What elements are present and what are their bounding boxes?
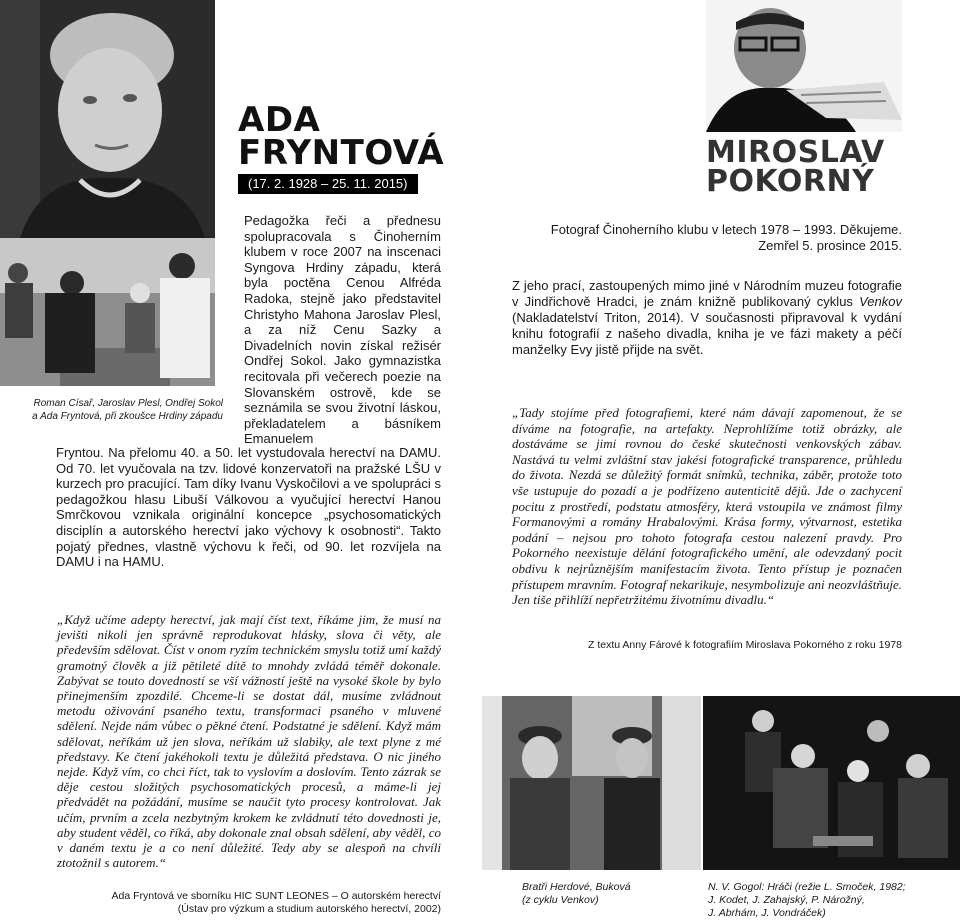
intro-line: Fotograf Činoherního klubu v letech 1978 – 1993. Děkujeme. xyxy=(550,222,902,237)
miroslav-works xyxy=(512,278,902,358)
miroslav-intro xyxy=(512,222,902,254)
ada-quote-source xyxy=(57,890,441,916)
rehearsal-photo xyxy=(0,238,215,386)
source-line: (Ústav pro výzkum a studium autorského herectví, 2002) xyxy=(177,903,441,915)
miroslav-name-line1: MIROSLAV xyxy=(706,135,885,170)
miroslav-name-line2: POKORNÝ xyxy=(706,164,875,200)
miroslav-quote-source: Z textu Anny Fárové k fotografiím Miroslava Pokorného z roku 1978 xyxy=(588,639,902,651)
ada-bio-wide: Fryntou. Na přelomu 40. a 50. let vystudovala herectví na DAMU. Od 70. let vyučovala na tzv. lidové konzervatoři na pražské LŠU v kurzech pro pracující. Tam díky Ivanu Vyskočilovi a ve spolupráci s pedagožkou hlasu Libuší Válkovou a vyučující herectví Hanou Smrčkovou vznikala originální koncepce „psychosomatických disciplín a autorského herectví jako výchovy k osobnosti“. Takto pojatý přednes, vlastně výchovu k řeči, od 90. let rozvíjela na DAMU i na HAMU. xyxy=(56,445,441,570)
hraci-play-caption xyxy=(708,881,956,920)
ada-name-line1: ADA xyxy=(238,100,321,140)
works-text-before: Z jeho prací, zastoupených mimo jiné v Národním muzeu fotografie v Jindřichově Hradci, je znám knižně publikovaný cyklus xyxy=(512,278,902,309)
ada-fryntova-portrait xyxy=(0,0,215,238)
ada-dates-badge: (17. 2. 1928 – 25. 11. 2015) xyxy=(238,174,418,194)
ada-name-heading xyxy=(238,100,445,174)
hraci-play-photo xyxy=(703,696,960,870)
intro-line: Zemřel 5. prosince 2015. xyxy=(758,238,902,253)
caption-line: (z cyklu Venkov) xyxy=(522,894,599,906)
miroslav-name-heading xyxy=(706,135,885,200)
caption-line: a Ada Fryntová, při zkoušce Hrdiny západu xyxy=(32,411,223,422)
miroslav-quote: „Tady stojíme před fotografiemi, které nám dávají zapomenout, že se díváme na fotografie, na artefakty. Neprohlížíme totiž obrázky, ale dostáváme se jimi rovnou do české skutečnosti venkovských zábav. Nastává tu velmi zvláštní stav jakési fotografické transparence, průhledu do života. Nezdá se důležitý formát snímků, technika, záběr, protože toto vše ustupuje do pozadí a je podřízeno autenticitě dějů. Jde o zachycení pocitu z prostředí, podstatu atmosféry, která vstoupila ve známost filmy Formanovými a romány Hrabalovými. Krása formy, výtvarnost, estetika podání – nejsou pro tohoto fotografa cestou nalezení pravdy. Pro Pokorného neexistuje dělání fotografického umění, ale odevzdaný pocit obdivu k nejrůznějším manifestacím života. Tento přístup je poznačen přístupem mravním. Fotograf nekarikuje, nesymbolizuje ani neozvláštňuje. Jen tiše přihlíží nepřetržitému životnímu divadlu.“ xyxy=(512,405,902,608)
works-book-title: Venkov xyxy=(859,294,902,309)
caption-line: Roman Císař, Jaroslav Plesl, Ondřej Sokol xyxy=(33,398,223,409)
herd-brothers-photo xyxy=(482,696,701,870)
ada-bio-narrow: Pedagožka řeči a přednesu spolupracovala s Činoherním klubem v roce 2007 na inscenaci Syngova Hrdiny západu, která byla poctěna Cenou Alfréda Radoka, stejně jako představitel Christyho Mahona Jaroslav Plesl, a za níž Cenu Sazky a Divadelních novin získal režisér Ondřej Sokol. Jako gymnazistka recitovala při večerech poezie na Slovanském ostrově, kde se seznámila se svou životní láskou, překladatelem a básníkem Emanuelem xyxy=(244,213,441,447)
ada-name-line2: FRYNTOVÁ xyxy=(238,133,445,174)
caption-line: N. V. Gogol: Hráči (režie L. Smoček, 1982; xyxy=(708,881,906,893)
source-line: Ada Fryntová ve sborníku HIC SUNT LEONES – O autorském herectví xyxy=(111,890,441,902)
caption-line: J. Abrhám, J. Vondráček) xyxy=(708,907,826,919)
herd-brothers-caption xyxy=(522,881,692,907)
ada-quote: „Když učíme adepty herectví, jak mají číst text, říkáme jim, že musí na jevišti nikoli jen správně reprodukovat hlásky, slova či věty, ale především sdělovat. Číst v onom ryzím technickém smyslu totiž umí každý gramotný člověk a již pětileté dítě to mnohdy zvládá téměř dokonale. Zabývat se touto dovedností se vší vážností ještě na vysoké škole by bylo přinejmenším zpozdilé. Chceme-li se dostat dál, musíme zvládnout metodu oživování psaného textu, transformaci psaného v mluvené sdělení. Nejde nám vůbec o pěkné čtení. Podstatné je sdělení. Když mám sdělovat, neříkám už jen slova, neříkám už slabiky, ale text plyne z mé představy. Ke čtení jakéhokoli textu je důležitá představa. O nic jiného nejde. Když vím, co chci říct, tak to vyslovím a doslovím. Tento zázrak se děje cestou složitých psychosomatických procesů, a máme-li jej předvádět na požádání, musíme se naučit tyto procesy kontrolovat. Jak učím, prvním a zcela nezbytným krokem ke zvládnutí této dovednosti je, aby student věděl, co říká, aby dokonale znal obsah sdělení, aby věděl, co v daném textu je a co není důležité. Tedy aby se alespoň na chvíli ztotožnil s autorem.“ xyxy=(57,612,441,871)
works-text-after: (Nakladatelství Triton, 2014). V současnosti připravoval k vydání knihu fotografií z našeho divadla, kniha je ve fázi makety a péčí manželky Evy jistě přijde na svět. xyxy=(512,310,902,357)
caption-line: J. Kodet, J. Zahajský, P. Nárožný, xyxy=(708,894,865,906)
rehearsal-photo-caption xyxy=(18,397,223,423)
caption-line: Bratři Herdové, Buková xyxy=(522,881,631,893)
miroslav-pokorny-portrait xyxy=(706,0,902,132)
